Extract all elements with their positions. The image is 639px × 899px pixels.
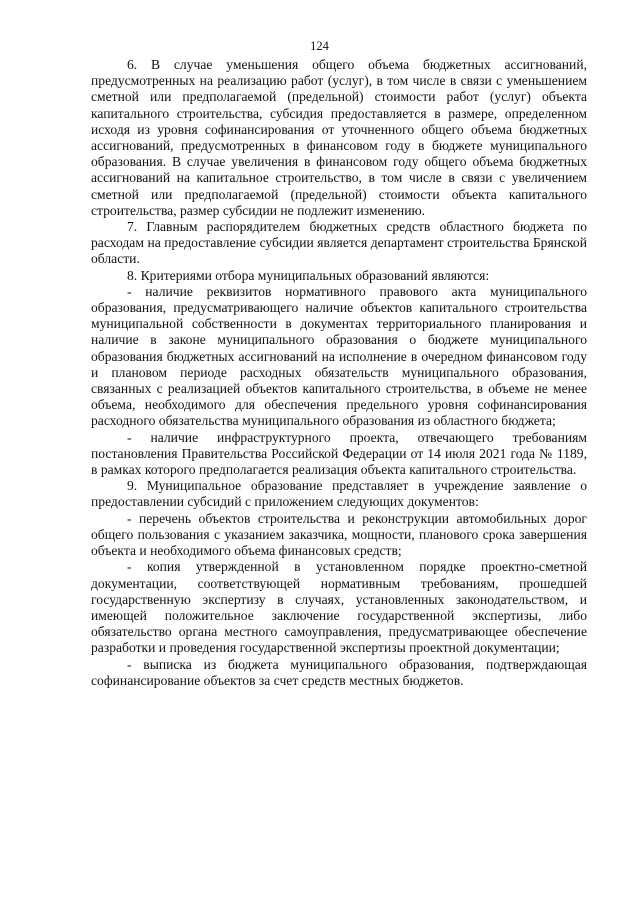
criterion-infrastructure-project: - наличие инфраструктурного проекта, отвечающего требованиям постановления Правительства Российской Федерации от 14 июля 2021 года № 1189, в рамках которого предполагается реализация объекта капитального строительства.	[91, 429, 587, 478]
criterion-legal-act: - наличие реквизитов нормативного правового акта муниципального образования, предусматривающего наличие объектов капитального строительства муниципальной собственности в документах территориального планирования и наличие в законе муниципального образования о бюджете муниципального образования бюджетных ассигнований на исполнение в очередном финансовом году и плановом периоде расходных обязательств муниципального образования, связанных с реализацией объектов капитального строительства, в объеме не менее объема, необходимого для обеспечения предельного уровня софинансирования расходного обязательства муниципального образования из областного бюджета;	[91, 283, 587, 429]
document-list-item-objects: - перечень объектов строительства и реконструкции автомобильных дорог общего пользования с указанием заказчика, мощности, планового срока завершения объекта и необходимого объема финансовых средств;	[91, 510, 587, 559]
document-list-item-design-estimate: - копия утвержденной в установленном порядке проектно-сметной документации, соответствующей нормативным требованиям, прошедшей государственную экспертизу в случаях, установленных законодательством, и имеющей положительное заключение государственной экспертизы, либо обязательство органа местного самоуправления, предусматривающее обеспечение разработки и проведения государственной экспертизы проектной документации;	[91, 559, 587, 656]
paragraph-9: 9. Муниципальное образование представляет в учреждение заявление о предоставлении субсидий с приложением следующих документов:	[91, 478, 587, 510]
paragraph-7: 7. Главным распорядителем бюджетных средств областного бюджета по расходам на предоставление субсидии является департамент строительства Брянской области.	[91, 219, 587, 267]
document-list-item-budget-extract: - выписка из бюджета муниципального образования, подтверждающая софинансирование объектов за счет средств местных бюджетов.	[91, 656, 587, 688]
paragraph-8: 8. Критериями отбора муниципальных образований являются:	[127, 267, 490, 283]
paragraph-6: 6. В случае уменьшения общего объема бюджетных ассигнований, предусмотренных на реализацию работ (услуг), в том числе в связи с уменьшением сметной или предполагаемой (предельной) стоимости работ (услуг) объекта капитального строительства, субсидия предоставляется в размере, определенном исходя из уровня софинансирования от уточненного общего объема бюджетных ассигнований, предусмотренных в финансовом году в бюджете муниципального образования. В случае увеличения в финансовом году общего объема бюджетных ассигнований на капитальное строительство, в том числе в связи с увеличением сметной или предполагаемой (предельной) стоимости объекта капитального строительства, размер субсидии не подлежит изменению.	[91, 57, 587, 218]
page-number: 124	[310, 39, 329, 53]
document-body	[91, 57, 587, 689]
